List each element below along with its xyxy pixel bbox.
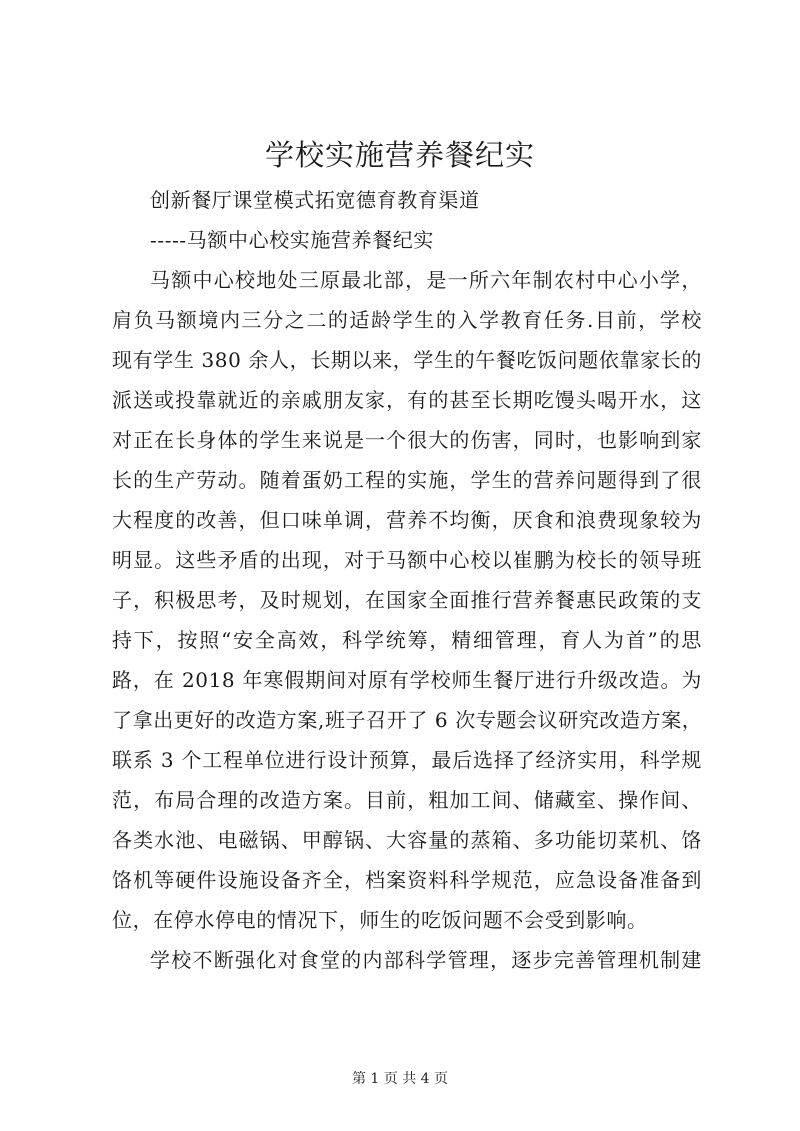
document-body: [112, 180, 702, 980]
page-footer: 第 1 页 共 4 页: [351, 1071, 449, 1087]
body-text-line: 对正在长身体的学生来说是一个很大的伤害，同时，也影响到家: [112, 428, 702, 452]
document-title: 学校实施营养餐纪实: [264, 138, 535, 172]
body-text-line: 各类水池、电磁锅、甲醇锅、大容量的蒸箱、多功能切菜机、饹: [112, 828, 702, 852]
body-text-line: 长的生产劳动。随着蛋奶工程的实施，学生的营养问题得到了很: [112, 468, 702, 492]
body-text-line: 肩负马额境内三分之二的适龄学生的入学教育任务.目前，学校: [112, 308, 702, 332]
body-text-line: 派送或投靠就近的亲戚朋友家，有的甚至长期吃馒头喝开水，这: [112, 388, 702, 412]
body-text-line: 持下，按照“安全高效，科学统筹，精细管理，育人为首”的思: [112, 628, 702, 652]
body-text-line: 联系 3 个工程单位进行设计预算，最后选择了经济实用，科学规: [112, 748, 702, 772]
body-text-line: 大程度的改善，但口味单调，营养不均衡，厌食和浪费现象较为: [112, 508, 702, 532]
body-text-line: 创新餐厅课堂模式拓宽德育教育渠道: [150, 188, 480, 212]
body-text-line: 饹机等硬件设施设备齐全，档案资料科学规范，应急设备准备到: [112, 868, 702, 892]
body-text-line: 位，在停水停电的情况下，师生的吃饭问题不会受到影响。: [112, 908, 648, 932]
body-text-line: 现有学生 380 余人，长期以来，学生的午餐吃饭问题依靠家长的: [112, 348, 702, 372]
body-text-line: 路，在 2018 年寒假期间对原有学校师生餐厅进行升级改造。为: [112, 668, 702, 692]
body-text-line: -----马额中心校实施营养餐纪实: [150, 228, 434, 252]
body-text-line: 了拿出更好的改造方案,班子召开了 6 次专题会议研究改造方案，: [112, 708, 703, 732]
body-text-line: 马额中心校地处三原最北部，是一所六年制农村中心小学，: [150, 268, 702, 292]
body-text-line: 明显。这些矛盾的出现，对于马额中心校以崔鹏为校长的领导班: [112, 548, 702, 572]
body-text-line: 范，布局合理的改造方案。目前，粗加工间、储藏室、操作间、: [112, 788, 702, 812]
body-text-line: 子，积极思考，及时规划，在国家全面推行营养餐惠民政策的支: [112, 588, 702, 612]
body-text-line: 学校不断强化对食堂的内部科学管理，逐步完善管理机制建: [150, 948, 702, 972]
